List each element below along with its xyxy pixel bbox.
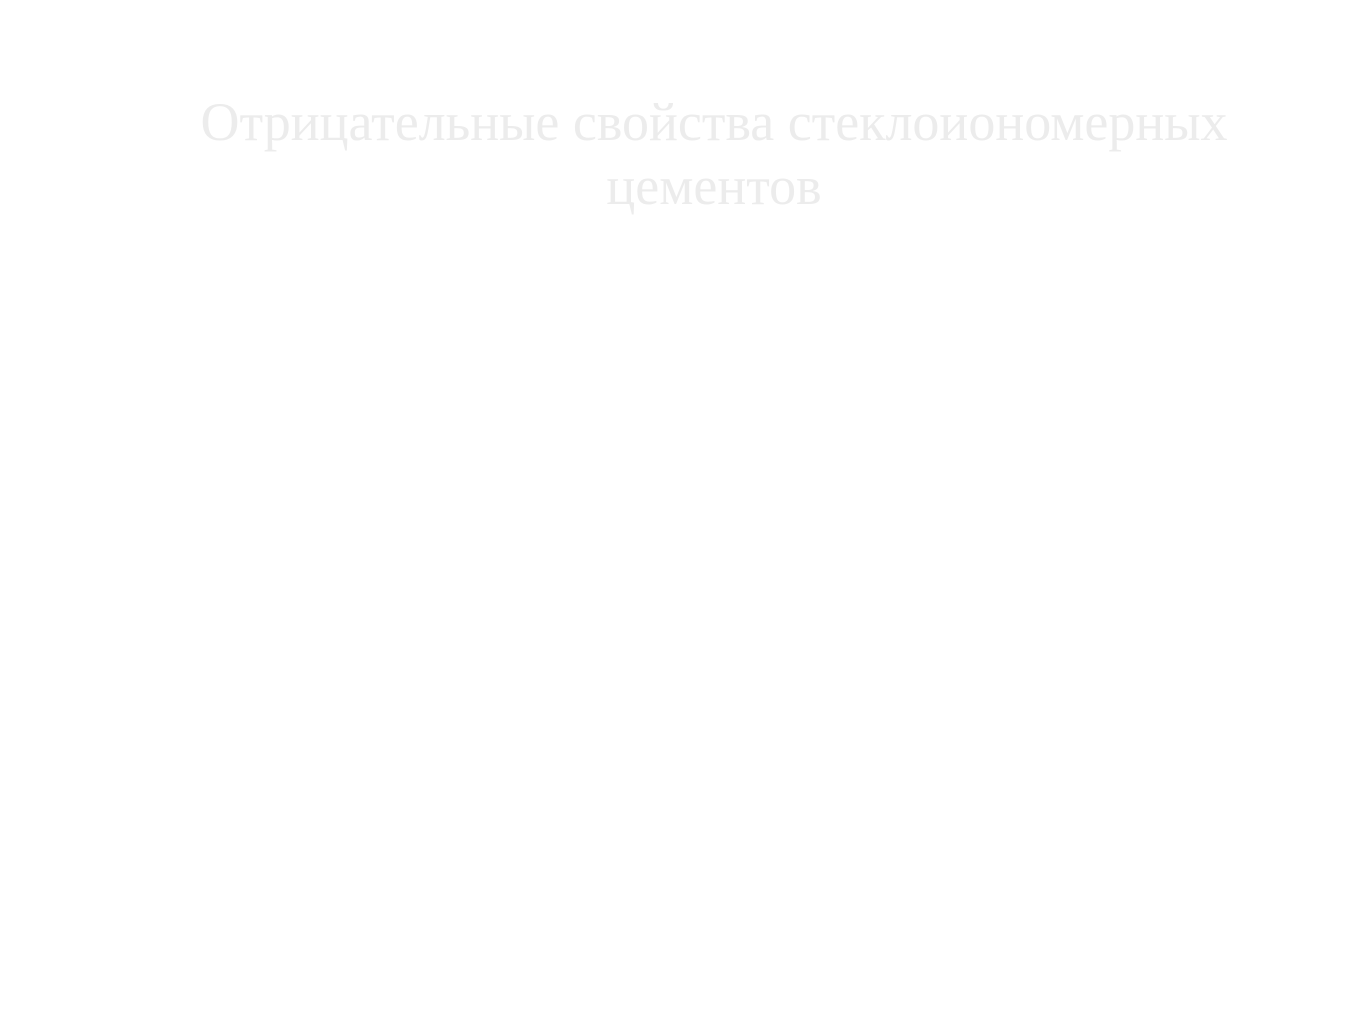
slide-content-area (140, 250, 1210, 950)
slide-title: Отрицательные свойства стеклоиономерных цементов (200, 92, 1228, 216)
